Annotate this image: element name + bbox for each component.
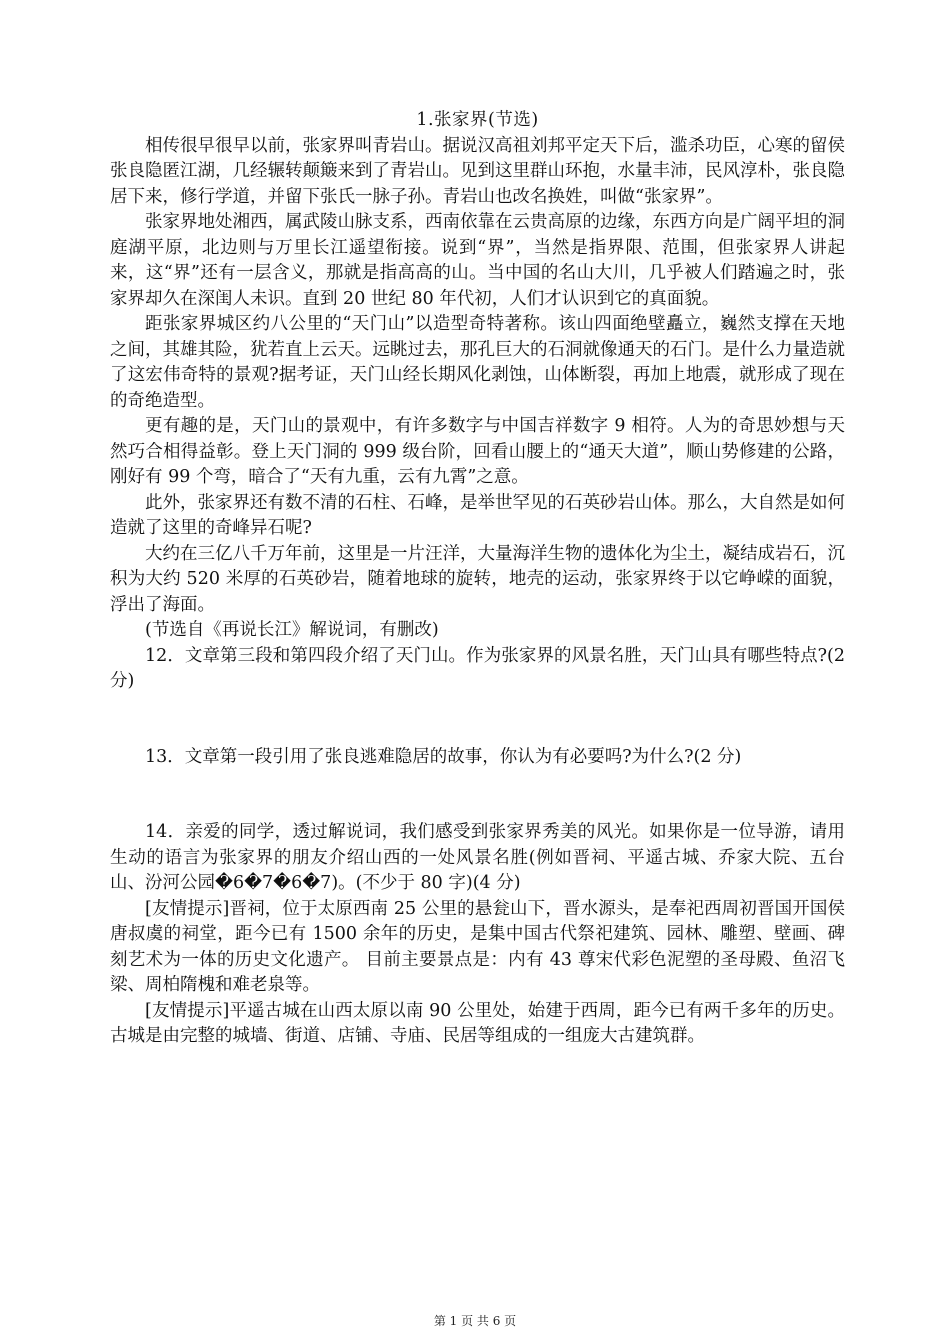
question-14: 14．亲爱的同学，透过解说词，我们感受到张家界秀美的风光。如果你是一位导游，请用生动的语言为张家界的朋友介绍山西的一处风景名胜(例如晋祠、平遥古城、乔家大院、五台山、汾河公园�6�7�6�7)。(不少于 80 字)(4 分) xyxy=(110,822,845,893)
article-paragraph: 更有趣的是，天门山的景观中，有许多数字与中国吉祥数字 9 相符。人为的奇思妙想与天然巧合相得益彰。登上天门洞的 999 级台阶，回看山腰上的“通天大道”，顺山势修建的公路，刚好有 99 个弯，暗合了“天有九重，云有九霄”之意。 xyxy=(110,416,845,487)
friendly-tip-jinci: [友情提示]晋祠，位于太原西南 25 公里的悬瓮山下，晋水源头，是奉祀西周初晋国开国侯唐叔虞的祠堂，距今已有 1500 余年的历史，是集中国古代祭祀建筑、园林、雕塑、壁画、碑刻艺术为一体的历史文化遗产。 目前主要景点是：内有 43 尊宋代彩色泥塑的圣母殿、鱼沼飞梁、周柏隋槐和难老泉等。 xyxy=(110,898,845,995)
article-paragraph: 大约在三亿八千万年前，这里是一片汪洋，大量海洋生物的遗体化为尘土，凝结成岩石，沉积为大约 520 米厚的石英砂岩，随着地球的旋转，地壳的运动，张家界终于以它峥嵘的面貌，浮出了海面。 xyxy=(110,543,845,615)
answer-space-12 xyxy=(110,695,845,745)
document-body xyxy=(110,108,845,1050)
friendly-tip-pingyao: [友情提示]平遥古城在山西太原以南 90 公里处，始建于西周，距今已有两千多年的历史。古城是由完整的城墙、街道、店铺、寺庙、民居等组成的一组庞大古建筑群。 xyxy=(110,1000,845,1046)
article-paragraph: 此外，张家界还有数不清的石柱、石峰，是举世罕见的石英砂岩山体。那么，大自然是如何造就了这里的奇峰异石呢? xyxy=(110,492,845,538)
page-number: 第 1 页 共 6 页 xyxy=(433,1314,517,1328)
article-paragraph: 张家界地处湘西，属武陵山脉支系，西南依靠在云贵高原的边缘，东西方向是广阔平坦的洞庭湖平原，北边则与万里长江遥望衔接。说到“界”，当然是指界限、范围，但张家界人讲起来，这“界”还有一层含义，那就是指高高的山。当中国的名山大川，几乎被人们踏遍之时，张家界却久在深闺人未识。直到 20 世纪 80 年代初，人们才认识到它的真面貌。 xyxy=(110,212,845,309)
question-13: 13．文章第一段引用了张良逃难隐居的故事，你认为有必要吗?为什么?(2 分) xyxy=(145,746,742,767)
article-paragraph: 距张家界城区约八公里的“天门山”以造型奇特著称。该山四面绝壁矗立，巍然支撑在天地之间，其雄其险，犹若直上云天。远眺过去，那孔巨大的石洞就像通天的石门。是什么力量造就了这宏伟奇特的景观?据考证，天门山经长期风化剥蚀，山体断裂，再加上地震，就形成了现在的奇绝造型。 xyxy=(110,314,845,411)
article-paragraph: 相传很早很早以前，张家界叫青岩山。据说汉高祖刘邦平定天下后，滥杀功臣，心寒的留侯张良隐匿江湖，几经辗转颠簸来到了青岩山。见到这里群山环抱，水量丰沛，民风淳朴，张良隐居下来，修行学道，并留下张氏一脉子孙。青岩山也改名换姓，叫做“张家界”。 xyxy=(110,135,845,207)
article-source: (节选自《再说长江》解说词，有删改) xyxy=(145,620,439,640)
question-12: 12．文章第三段和第四段介绍了天门山。作为张家界的风景名胜，天门山具有哪些特点?(2 分) xyxy=(110,645,845,691)
article-title: 1.张家界(节选) xyxy=(416,110,539,130)
answer-space-13 xyxy=(110,770,845,820)
